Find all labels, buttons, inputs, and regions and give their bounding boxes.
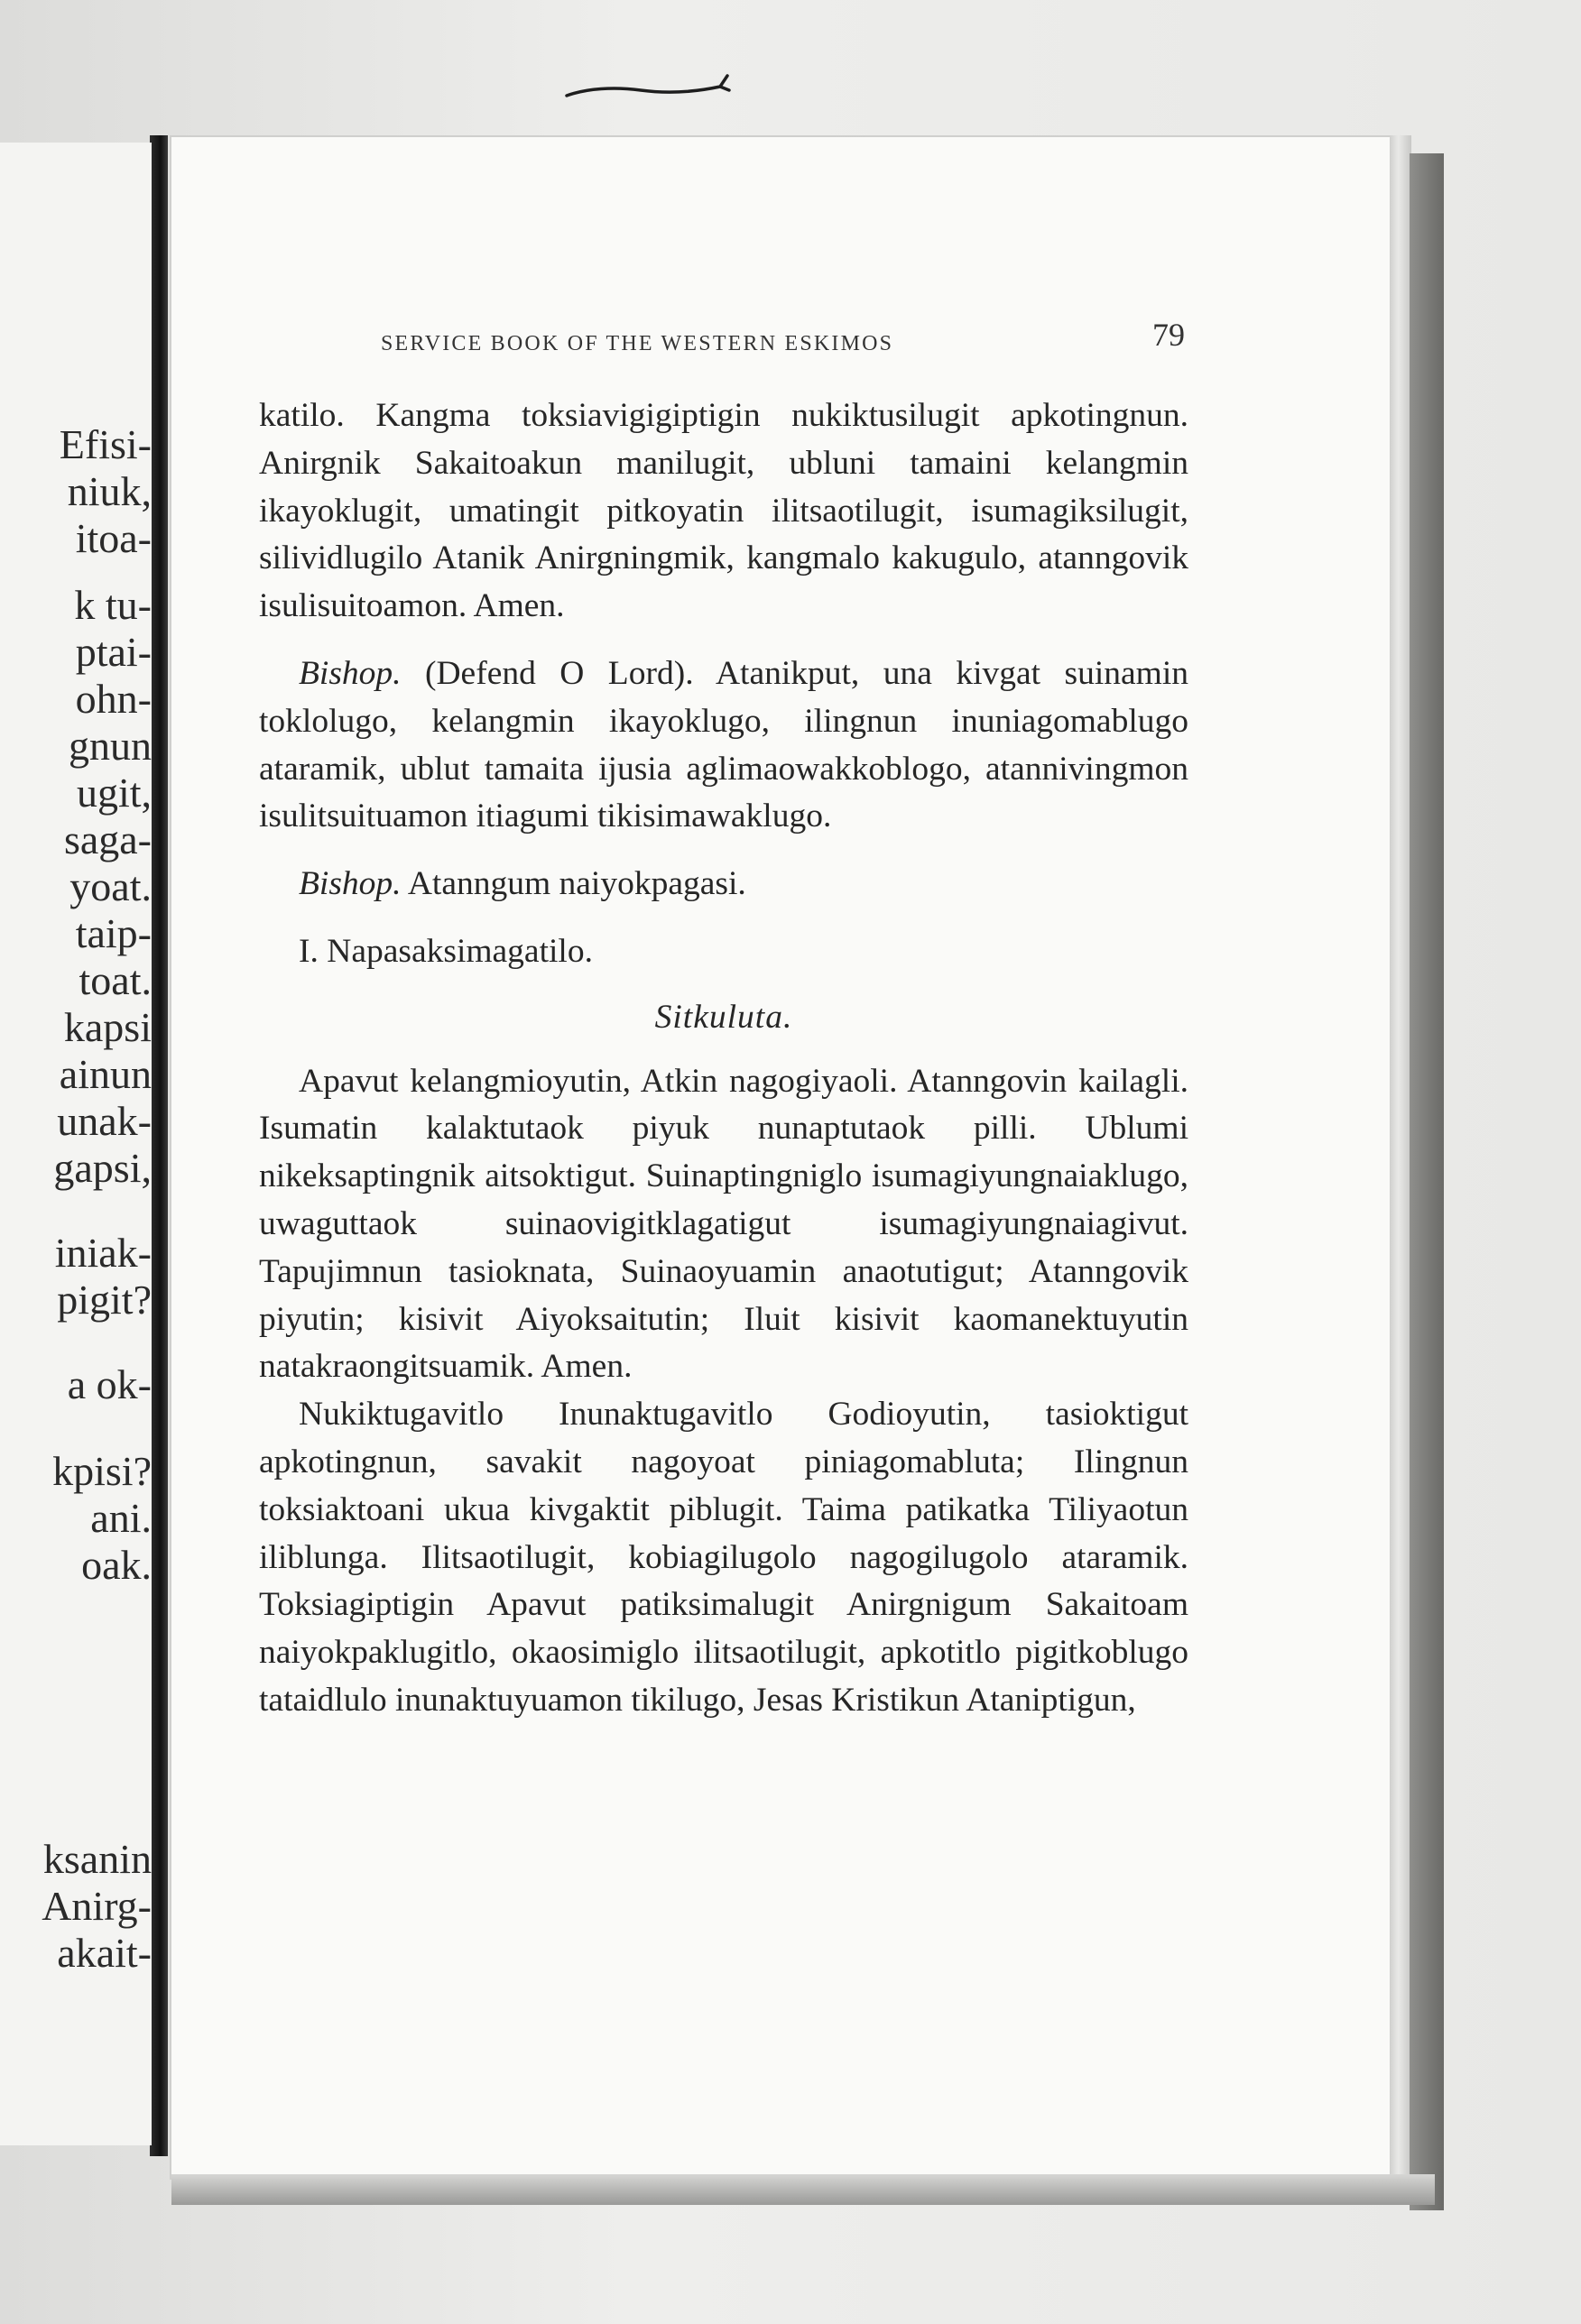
speaker-label: Bishop. bbox=[299, 654, 402, 692]
page-edge bbox=[1390, 135, 1411, 2183]
left-text-fragment: kpisi? bbox=[52, 1448, 152, 1494]
running-head-title: SERVICE BOOK OF THE WESTERN ESKIMOS bbox=[381, 332, 894, 355]
paragraph bbox=[259, 861, 1188, 908]
left-text-fragment: gapsi, bbox=[53, 1145, 152, 1191]
left-text-fragment: akait- bbox=[57, 1930, 152, 1976]
left-text-fragment: a ok- bbox=[67, 1361, 152, 1407]
paragraph: Apavut kelangmioyutin, Atkin nagogiyaoli. Atanngovin kailagli. Isumatin kalaktutaok piyuk nunaptutaok pilli. Ublumi nikeksaptingnik aitsoktigut. Suinaptingniglo isumagiyungnaiaklugo, uwaguttaok suinaovigitklagatigut isumagiyungnaiagivut. Tapujimnun tasioknata, Suinaoyuamin anaotutigut; Atanngovik piyutin; kisivit Aiyoksaitutin; Iluit kisivit kaomanektuyutin natakraongitsuamik. Amen. bbox=[259, 1062, 1188, 1386]
paragraph bbox=[259, 650, 1188, 841]
running-head bbox=[259, 311, 1188, 358]
paragraph: I. Napasaksimagatilo. bbox=[299, 932, 593, 970]
left-text-fragment: Anirg- bbox=[42, 1883, 152, 1929]
left-text-fragment: Efisi- bbox=[59, 421, 152, 467]
page-content bbox=[259, 311, 1188, 1725]
speaker-label: Bishop. bbox=[299, 865, 402, 903]
left-text-fragment: gnun bbox=[69, 723, 152, 769]
book-cover-edge bbox=[1410, 153, 1444, 2210]
ink-mark bbox=[559, 63, 767, 117]
left-text-fragment: pigit? bbox=[57, 1277, 152, 1323]
paragraph-text: Atanngum naiyokpagasi. bbox=[401, 865, 746, 903]
left-text-fragment: ohn- bbox=[75, 676, 152, 722]
left-text-fragment: taip- bbox=[75, 910, 152, 956]
left-text-fragment: saga- bbox=[63, 816, 152, 862]
left-text-fragment: iniak- bbox=[54, 1230, 152, 1276]
left-text-fragment: k tu- bbox=[74, 582, 152, 628]
book-gutter bbox=[150, 135, 168, 2156]
left-text-fragment: ani. bbox=[90, 1495, 152, 1541]
section-heading: Sitkuluta. bbox=[654, 998, 793, 1036]
book-bottom-edge bbox=[171, 2174, 1435, 2205]
left-text-fragment: ugit, bbox=[76, 770, 152, 816]
left-text-fragment: yoat. bbox=[69, 863, 152, 909]
paragraph: Nukiktugavitlo Inunaktugavitlo Godioyutin, tasioktigut apkotingnun, savakit nagoyoat piniagomabluta; Ilingnun toksiaktoani ukua kivgaktit piblugit. Taima patikatka Tiliyaotun iliblunga. Ilitsaotilugit, kobiagilugolo nagogilugolo ataramik. Toksiagiptigin Apavut patiksimalugit Anirgnigum Sakaitoam naiyokpaklugitlo, okaosimiglo ilitsaotilugit, apkotitlo pigitkoblugo tataidlulo inunaktuyuamon tikilugo, Jesas Kristikun Ataniptigun, bbox=[259, 1396, 1188, 1719]
left-page bbox=[0, 143, 152, 2145]
left-text-fragment: niuk, bbox=[67, 468, 152, 514]
left-text-fragment: unak- bbox=[57, 1098, 152, 1144]
left-text-fragment: ptai- bbox=[75, 629, 152, 675]
left-text-fragment: oak. bbox=[81, 1542, 152, 1588]
paragraph-text: (Defend O Lord). Atanikput, una kivgat suinamin toklolugo, kelangmin ikayoklugo, ilingnun inuniagomablugo ataramik, ublut tamaita ijusia aglimaowakkoblogo, atannivingmon isulitsuituamon itiagumi tikisimawaklugo. bbox=[259, 654, 1188, 835]
page-number: 79 bbox=[1152, 317, 1185, 353]
paragraph: katilo. Kangma toksiavigigiptigin nukiktusilugit apkotingnun. Anirgnik Sakaitoakun manilugit, ubluni tamaini kelangmin ikayoklugit, umatingit pitkoyatin ilitsaotilugit, isumagiksilugit, silividlugilo Atanik Anirgningmik, kangmalo kakugulo, atanngovik isulisuitoamon. Amen. bbox=[259, 397, 1188, 625]
left-text-fragment: itoa- bbox=[75, 515, 152, 561]
left-text-fragment: ainun bbox=[59, 1051, 152, 1097]
left-text-fragment: kapsi bbox=[63, 1004, 152, 1050]
left-text-fragment: ksanin bbox=[42, 1836, 152, 1882]
left-text-fragment: toat. bbox=[79, 957, 152, 1003]
